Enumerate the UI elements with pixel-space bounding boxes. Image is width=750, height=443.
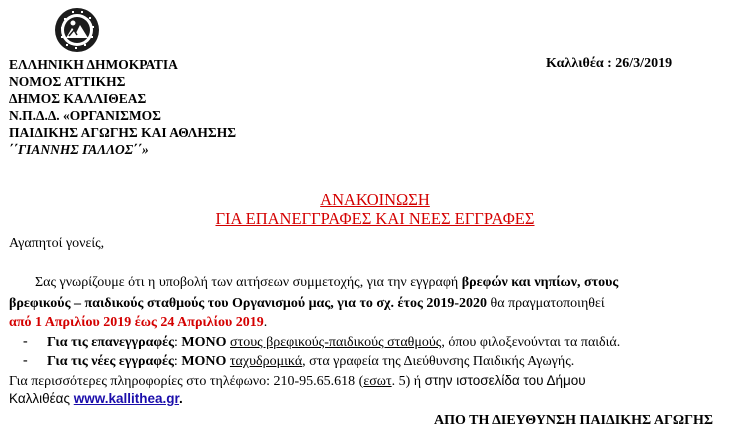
signature: ΑΠΟ ΤΗ ΔΙΕΥΘΥΝΣΗ ΠΑΙΔΙΚΗΣ ΑΓΩΓΗΣ: [434, 413, 714, 428]
body-line-1: [35, 274, 618, 291]
body-text: Σας γνωρίζουμε ότι η υποβολή των αιτήσεων συμμετοχής, για την εγγραφή: [35, 275, 462, 290]
body-emphasis: βρεφικούς – παιδικούς σταθμούς του Οργανισμού μας, για το σχ. έτος 2019-2020: [9, 296, 488, 311]
bullet-separator: :: [174, 335, 182, 350]
bullet-separator: :: [173, 354, 182, 369]
bullet-dash: -: [23, 353, 28, 368]
greeting: Αγαπητοί γονείς,: [9, 236, 105, 251]
bullet-new-registration: [47, 353, 574, 370]
header-line-municipality: ΔΗΜΟΣ ΚΑΛΛΙΘΕΑΣ: [9, 91, 147, 106]
info-text: . 5) ή: [391, 374, 425, 389]
header-line-organization: Ν.Π.Δ.Δ. «ΟΡΓΑΝΙΣΜΟΣ: [9, 108, 162, 123]
date-range: από 1 Απριλίου 2019 έως 24 Απριλίου 2019: [9, 315, 264, 330]
bullet-strong: ΜΟΝΟ: [181, 354, 227, 369]
bullet-label: Για τις νέες εγγραφές: [47, 354, 174, 369]
bullet-dash: -: [23, 334, 28, 349]
bullet-reregistration: [47, 334, 620, 351]
bullet-label: Για τις επανεγγραφές: [47, 335, 175, 350]
emblem-icon: [52, 6, 102, 54]
announcement-title: ΑΝΑΚΟΙΝΩΣΗ: [320, 190, 430, 209]
announcement-subtitle: ΓΙΑ ΕΠΑΝΕΓΓΡΑΦΕΣ ΚΑΙ ΝΕΕΣ ΕΓΓΡΑΦΕΣ: [215, 209, 535, 228]
info-text: Για περισσότερες πληροφορίες στο τηλέφωνο: 210-95.65.618 (: [9, 374, 364, 389]
info-period: .: [179, 391, 183, 406]
header-line-republic: ΕΛΛΗΝΙΚΗ ΔΗΜΟΚΡΑΤΙΑ: [9, 57, 178, 72]
header-line-prefecture: ΝΟΜΟΣ ΑΤΤΙΚΗΣ: [9, 74, 126, 89]
website-link[interactable]: www.kallithea.gr: [73, 391, 180, 406]
bullet-rest: , στα γραφεία της Διεύθυνσης Παιδικής Αγωγής.: [302, 354, 575, 369]
body-text: θα πραγματοποιηθεί: [487, 296, 605, 311]
info-website-text: στην ιστοσελίδα του Δήμου: [424, 373, 586, 388]
info-line-2: [9, 390, 183, 408]
info-extension-abbr: εσωτ: [363, 374, 392, 389]
header-line-name: ΄΄ΓΙΑΝΝΗΣ ΓΑΛΛΟΣ΄΄»: [9, 142, 149, 157]
body-line-3: [9, 314, 267, 331]
date-label: Καλλιθέα : 26/3/2019: [546, 56, 673, 71]
bullet-underlined: ταχυδρομικά: [229, 354, 303, 369]
body-line-2: [9, 295, 605, 312]
header-line-department: ΠΑΙΔΙΚΗΣ ΑΓΩΓΗΣ ΚΑΙ ΑΘΛΗΣΗΣ: [9, 125, 237, 140]
info-municipality: Καλλιθέας: [9, 391, 74, 406]
bullet-underlined: στους βρεφικούς-παιδικούς σταθμούς: [230, 335, 442, 350]
body-text: .: [263, 315, 268, 330]
info-line-1: [9, 372, 586, 390]
organization-logo: [52, 6, 102, 54]
body-emphasis: βρεφών και νηπίων, στους: [461, 275, 619, 290]
bullet-rest: , όπου φιλοξενούνται τα παιδιά.: [441, 335, 621, 350]
bullet-strong: ΜΟΝΟ: [181, 335, 227, 350]
